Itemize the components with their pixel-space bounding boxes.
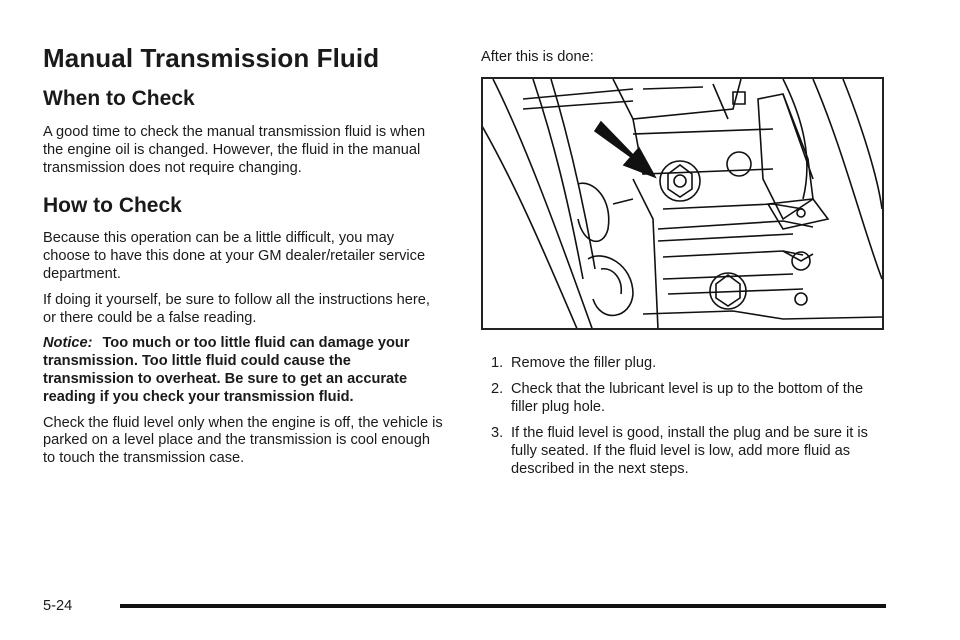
step-text: If the fluid level is good, install the plug and be sure it is fully seated. If the fluid level is low, add more fluid as described in the next steps. bbox=[511, 425, 868, 477]
notice-label: Notice: bbox=[43, 335, 93, 352]
steps-list bbox=[491, 354, 891, 486]
check-conditions-paragraph: Check the fluid level only when the engine is off, the vehicle is parked on a level place and the transmission is cool enough to touch the transmission case. bbox=[43, 414, 443, 467]
filler-plug-illustration bbox=[481, 77, 884, 330]
notice-text: Too much or too little fluid can damage your transmission. Too little fluid could cause the transmission to overheat. Be sure to get an accurate reading if you check your transmission fluid. bbox=[43, 335, 410, 405]
page-number: 5-24 bbox=[43, 598, 73, 614]
how-to-check-heading: How to Check bbox=[43, 194, 182, 218]
right-column bbox=[481, 48, 886, 66]
notice-paragraph bbox=[43, 335, 443, 406]
step-text: Remove the filler plug. bbox=[511, 355, 657, 371]
page-title: Manual Transmission Fluid bbox=[43, 43, 380, 73]
list-item bbox=[491, 380, 891, 416]
step-number: 3. bbox=[491, 425, 504, 441]
step-number: 2. bbox=[491, 381, 504, 397]
step-text: Check that the lubricant level is up to the bottom of the filler plug hole. bbox=[511, 381, 864, 415]
after-this-text: After this is done: bbox=[481, 49, 594, 65]
step-number: 1. bbox=[491, 355, 504, 371]
list-item bbox=[491, 424, 891, 478]
when-to-check-heading: When to Check bbox=[43, 87, 195, 110]
footer-divider bbox=[120, 604, 886, 608]
transmission-drawing bbox=[483, 79, 882, 328]
how-to-check-paragraph-1: Because this operation can be a little difficult, you may choose to have this done at your GM dealer/retailer service department. bbox=[43, 230, 426, 282]
left-column bbox=[43, 42, 443, 468]
when-to-check-paragraph: A good time to check the manual transmission fluid is when the engine oil is changed. However, the fluid in the manual transmission does not require changing. bbox=[43, 124, 426, 176]
list-item bbox=[491, 354, 891, 372]
how-to-check-paragraph-2: If doing it yourself, be sure to follow all the instructions here, or there could be a false reading. bbox=[43, 291, 430, 326]
